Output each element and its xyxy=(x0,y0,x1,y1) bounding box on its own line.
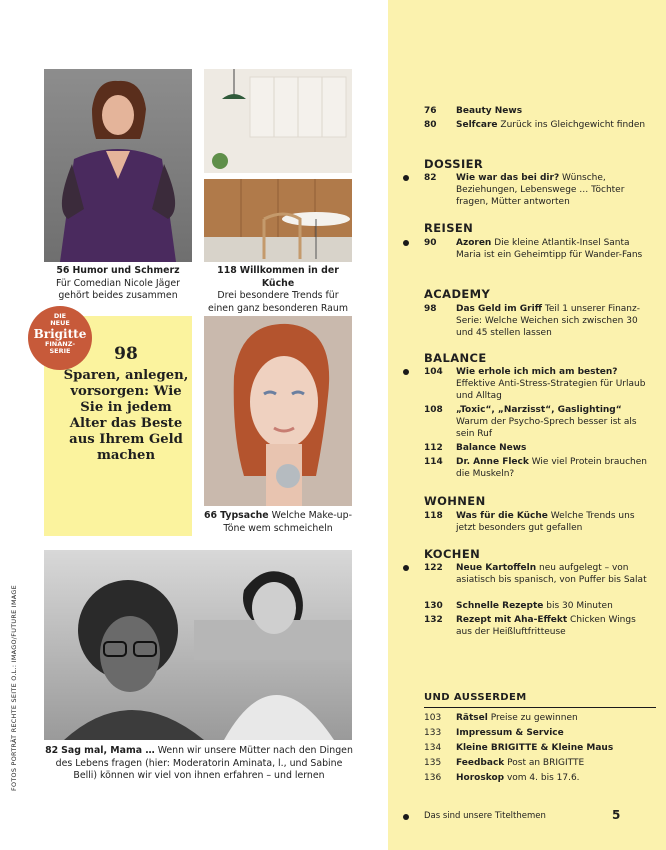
toc-num: 135 xyxy=(424,758,442,768)
toc-title: Beauty News xyxy=(456,106,523,116)
caption-66-title: Typsache xyxy=(220,510,269,521)
kitchen-illustration xyxy=(204,69,352,262)
toc-num: 122 xyxy=(424,563,443,573)
section-academy: ACADEMY xyxy=(424,287,491,301)
feature-num: 98 xyxy=(114,344,138,364)
toc-title: Neue Kartoffeln xyxy=(456,563,537,573)
section-kochen: KOCHEN xyxy=(424,547,481,561)
caption-56-title: Humor und Schmerz xyxy=(72,265,180,276)
toc-num: 80 xyxy=(424,120,437,130)
cover-topic-bullet xyxy=(403,240,409,246)
toc-entry-122[interactable] xyxy=(424,562,654,598)
toc-title: Azoren xyxy=(456,238,492,248)
toc-title: Wie erhole ich mich am besten? xyxy=(456,367,618,377)
toc-num: 76 xyxy=(424,106,437,116)
series-badge xyxy=(28,306,92,370)
badge-line3: FINANZ- xyxy=(44,340,76,348)
toc-num: 108 xyxy=(424,405,443,415)
toc-entry-90[interactable] xyxy=(424,237,654,273)
toc-num: 136 xyxy=(424,773,442,783)
toc-text: Wünsche, Beziehungen, Lebenswege … Töchter fragen, Mütter antworten xyxy=(456,173,625,207)
toc-text: Preise zu gewinnen xyxy=(490,713,578,723)
toc-entry-98[interactable] xyxy=(424,303,654,339)
toc-num: 134 xyxy=(424,743,442,753)
toc-text: vom 4. bis 17.6. xyxy=(506,773,580,783)
toc-entry-136[interactable] xyxy=(424,772,654,784)
toc-num: 112 xyxy=(424,443,443,453)
toc-entry-103[interactable] xyxy=(424,712,654,724)
caption-82-text: Wenn wir unsere Mütter nach den Dingen des Lebens fragen (hier: Moderatorin Aminata, l., und Sabine Belli) können wir viel von ihnen erfahren – und lernen xyxy=(55,745,353,781)
section-wohnen: WOHNEN xyxy=(424,494,486,508)
photo-kitchen xyxy=(204,69,352,262)
toc-entry-104[interactable] xyxy=(424,366,654,402)
toc-text: Chicken Wings aus der Heißluftfritteuse xyxy=(456,615,636,637)
toc-entry-82[interactable] xyxy=(424,172,654,208)
toc-num: 98 xyxy=(424,304,437,314)
portrait-illustration xyxy=(204,316,352,506)
toc-title: Das Geld im Griff xyxy=(456,304,542,314)
toc-num: 90 xyxy=(424,238,437,248)
mother-daughter-illustration xyxy=(44,550,352,740)
section-reisen: REISEN xyxy=(424,221,474,235)
section-ausserdem: UND AUSSERDEM xyxy=(424,692,527,703)
photo-comedian xyxy=(44,69,192,262)
toc-num: 130 xyxy=(424,601,443,611)
toc-title: Kleine BRIGITTE & Kleine Maus xyxy=(456,743,614,753)
badge-line1: DIE xyxy=(53,312,67,320)
toc-text: Teil 1 unserer Finanz-Serie: Welche Weichen sich zwischen 30 und 45 stellen lassen xyxy=(456,304,640,338)
caption-66 xyxy=(204,510,352,535)
toc-text: Zurück ins Gleichgewicht finden xyxy=(500,120,646,130)
toc-title: Dr. Anne Fleck xyxy=(456,457,529,467)
toc-title: Feedback xyxy=(456,758,505,768)
toc-text: Effektive Anti-Stress-Strategien für Urlaub und Alltag xyxy=(456,379,646,401)
section-dossier: DOSSIER xyxy=(424,157,484,171)
legend-bullet xyxy=(403,814,409,820)
toc-title: Rätsel xyxy=(456,713,488,723)
toc-entry-112[interactable] xyxy=(424,442,654,454)
toc-entry-134[interactable] xyxy=(424,742,654,754)
toc-entry-130[interactable] xyxy=(424,600,654,612)
caption-82 xyxy=(44,745,354,783)
caption-82-title: Sag mal, Mama … xyxy=(61,745,155,756)
cover-topic-bullet xyxy=(403,175,409,181)
comedian-illustration xyxy=(44,69,192,262)
badge-brand: Brigitte xyxy=(33,327,87,341)
toc-text: Wie viel Protein brauchen die Muskeln? xyxy=(456,457,647,479)
toc-title: Impressum & Service xyxy=(456,728,564,738)
toc-title: „Toxic“, „Narzisst“, Gaslighting“ xyxy=(456,405,622,415)
toc-entry-135[interactable] xyxy=(424,757,654,769)
toc-text: neu aufgelegt – von asiatisch bis spanisch, von Puffer bis Salat xyxy=(456,563,647,585)
toc-title: Was für die Küche xyxy=(456,511,548,521)
photo-mother-daughter xyxy=(44,550,352,740)
caption-56-text: Für Comedian Nicole Jäger gehört beides zusammen xyxy=(55,277,180,301)
toc-title: Selfcare xyxy=(456,120,498,130)
feature-text: Sparen, anlegen, vorsorgen: Wie Sie in jedem Alter das Beste aus Ihrem Geld machen xyxy=(63,368,189,463)
toc-num: 104 xyxy=(424,367,443,377)
cover-topic-bullet xyxy=(403,565,409,571)
page-number: 5 xyxy=(612,808,621,822)
toc-text: Welche Trends uns jetzt besonders gut gefallen xyxy=(456,511,635,533)
toc-num: 114 xyxy=(424,457,443,467)
section-balance: BALANCE xyxy=(424,351,487,365)
cover-topic-bullet xyxy=(403,369,409,375)
caption-118-text: Drei besondere Trends für einen ganz besonderen Raum xyxy=(207,290,348,314)
caption-56 xyxy=(44,265,192,303)
toc-entry-80[interactable] xyxy=(424,119,654,143)
toc-text: Die kleine Atlantik-Insel Santa Maria ist ein Geheimtipp für Wander-Fans xyxy=(456,238,643,260)
toc-entry-76[interactable] xyxy=(424,105,654,117)
caption-66-text: Welche Make-up-Töne wem schmeicheln xyxy=(223,510,352,534)
caption-118 xyxy=(204,265,352,315)
toc-title: Balance News xyxy=(456,443,527,453)
badge-line4: SERIE xyxy=(49,347,71,355)
toc-entry-108[interactable] xyxy=(424,404,654,440)
toc-num: 82 xyxy=(424,173,437,183)
caption-56-num: 56 xyxy=(56,265,70,276)
badge-line2: NEUE xyxy=(50,319,70,327)
section-divider xyxy=(424,707,656,708)
photo-credit: FOTOS PORTRÄT RECHTE SEITE O.L.: IMAGO/FUTURE IMAGE xyxy=(10,585,18,791)
toc-entry-132[interactable] xyxy=(424,614,654,638)
toc-title: Schnelle Rezepte xyxy=(456,601,544,611)
toc-text: Post an BRIGITTE xyxy=(507,758,585,768)
toc-text: Warum der Psycho-Sprech besser ist als sein Ruf xyxy=(456,417,637,439)
caption-66-num: 66 xyxy=(204,510,218,521)
toc-entry-114[interactable] xyxy=(424,456,654,480)
toc-title: Horoskop xyxy=(456,773,505,783)
toc-entry-118[interactable] xyxy=(424,510,654,534)
toc-num: 132 xyxy=(424,615,443,625)
footer-legend: Das sind unsere Titelthemen xyxy=(424,811,546,821)
caption-118-title: Willkommen in der Küche xyxy=(239,265,339,289)
caption-82-num: 82 xyxy=(45,745,59,756)
caption-118-num: 118 xyxy=(217,265,237,276)
toc-text: bis 30 Minuten xyxy=(546,601,613,611)
toc-num: 133 xyxy=(424,728,442,738)
toc-entry-133[interactable] xyxy=(424,727,654,739)
toc-num: 103 xyxy=(424,713,442,723)
photo-makeup-portrait xyxy=(204,316,352,506)
toc-num: 118 xyxy=(424,511,443,521)
toc-title: Wie war das bei dir? xyxy=(456,173,560,183)
toc-title: Rezept mit Aha-Effekt xyxy=(456,615,568,625)
